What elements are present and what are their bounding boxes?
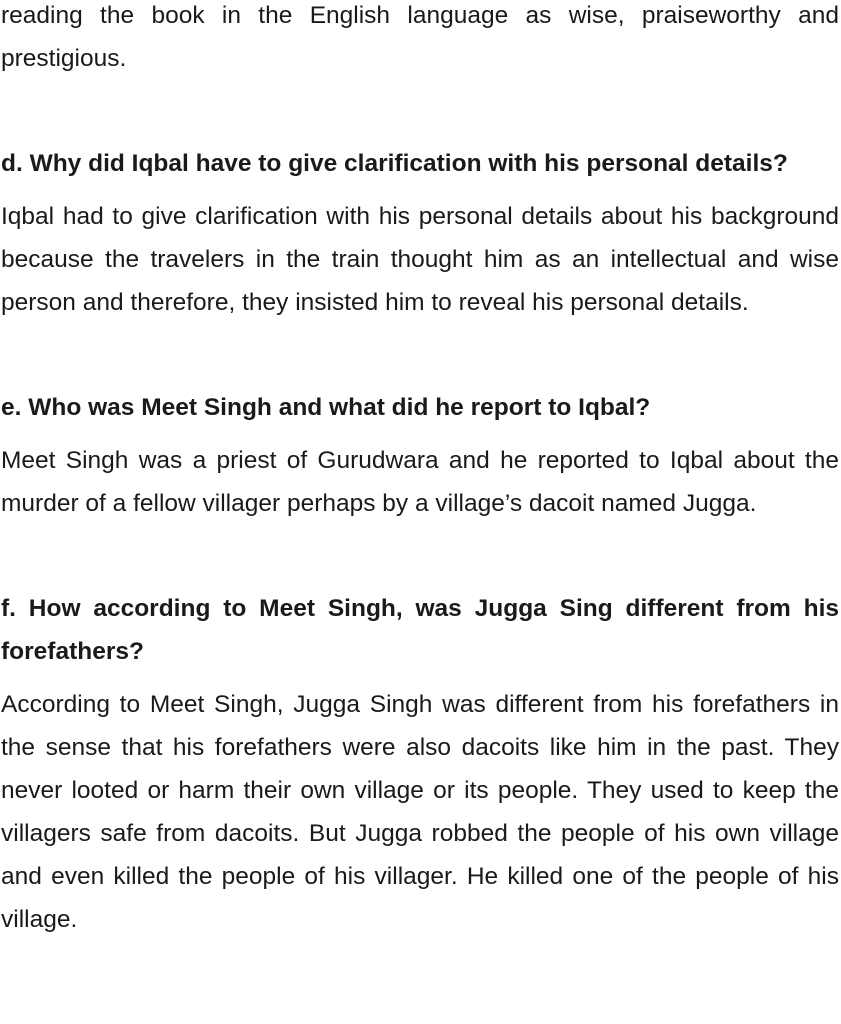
question-spacer — [1, 429, 839, 439]
section-spacer — [1, 525, 839, 587]
section-spacer — [1, 80, 839, 142]
question-spacer — [1, 185, 839, 195]
question-spacer — [1, 673, 839, 683]
answer-d: Iqbal had to give clarification with his personal details about his background because the travelers in the train thought him as an intellectual and wise person and therefore, they insisted him to reveal his personal details. — [1, 203, 839, 316]
question-d: d. Why did Iqbal have to give clarification with his personal details? — [1, 150, 788, 177]
answer-f: According to Meet Singh, Jugga Singh was different from his forefathers in the sense that his forefathers were also dacoits like him in the past. They never looted or harm their own village or its people. They used to keep the villagers safe from dacoits. But Jugga robbed the people of his own village and even killed the people of his villager. He killed one of the people of his village. — [1, 691, 839, 933]
answer-e: Meet Singh was a priest of Gurudwara and he reported to Iqbal about the murder of a fellow villager perhaps by a village’s dacoit named Jugga. — [1, 447, 839, 517]
intro-answer-text: reading the book in the English language as wise, praiseworthy and prestigious. — [1, 2, 839, 72]
question-e: e. Who was Meet Singh and what did he report to Iqbal? — [1, 394, 651, 421]
section-spacer — [1, 324, 839, 386]
question-f: f. How according to Meet Singh, was Jugga Sing different from his forefathers? — [1, 595, 839, 665]
